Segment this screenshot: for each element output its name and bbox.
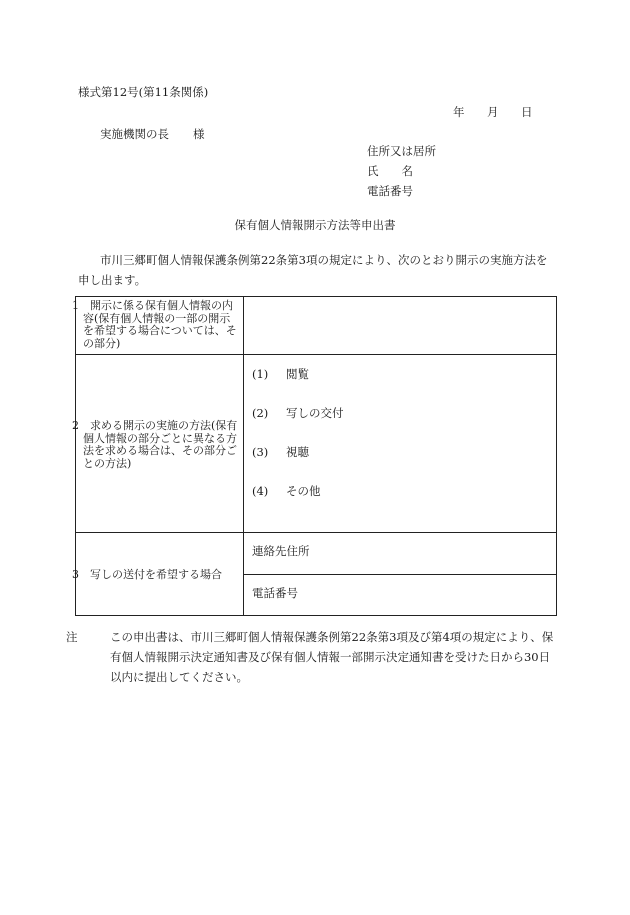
mailing-label-cell (72, 533, 244, 616)
method-options (244, 355, 556, 511)
method-option-copy[interactable] (252, 394, 556, 433)
method-option-label: 視聴 (286, 445, 309, 459)
form-number: 様式第12号(第11条関係) (78, 85, 209, 99)
method-option-number: (4) (252, 484, 269, 498)
method-option-other[interactable] (252, 472, 556, 511)
content-input-cell[interactable] (244, 297, 557, 355)
addressee-text: 実施機関の長 (100, 127, 169, 141)
method-option-number: (1) (252, 367, 269, 381)
intro-paragraph: 市川三郷町個人情報保護条例第22条第3項の規定により、次のとおり開示の実施方法を申し出ます。 (78, 253, 548, 287)
method-option-label: 閲覧 (286, 367, 309, 381)
method-options-cell (244, 355, 557, 533)
applicant-address-label: 住所又は居所 (367, 144, 436, 158)
content-label: 1 開示に係る保有個人情報の内容(保有個人情報の一部の開示を希望する場合については、その部分) (72, 299, 237, 350)
table-row-method (76, 355, 557, 533)
note (66, 627, 558, 687)
date-line (453, 104, 533, 120)
content-label-cell (72, 297, 244, 355)
addressee (100, 126, 205, 142)
note-head: 注 (66, 630, 78, 644)
method-option-label: その他 (286, 484, 321, 498)
table-row-content (76, 297, 557, 355)
document-title: 保有個人情報開示方法等申出書 (234, 218, 396, 232)
method-label: 2 求める開示の実施の方法(保有個人情報の部分ごとに異なる方法を求める場合は、その部分ごとの方法) (72, 419, 238, 470)
method-option-view[interactable] (252, 355, 556, 394)
note-text: この申出書は、市川三郷町個人情報保護条例第22条第3項及び第4項の規定により、保有個人情報開示決定通知書及び保有個人情報一部開示決定通知書を受けた日から30日以内に提出してください。 (110, 630, 554, 684)
method-option-label: 写しの交付 (286, 406, 344, 420)
applicant-name-label: 氏 名 (367, 164, 413, 178)
contact-phone-cell[interactable] (244, 575, 557, 616)
method-option-number: (2) (252, 406, 269, 420)
contact-address-label: 連絡先住所 (252, 544, 310, 558)
method-option-number: (3) (252, 445, 269, 459)
date-year-label: 年 (453, 105, 465, 119)
request-form-table (72, 296, 557, 616)
applicant-phone-label: 電話番号 (367, 184, 413, 198)
method-option-viewing[interactable] (252, 433, 556, 472)
mailing-label: 3 写しの送付を希望する場合 (72, 568, 222, 582)
contact-phone-label: 電話番号 (252, 586, 298, 600)
contact-address-cell[interactable] (244, 533, 557, 575)
table-row-mailing-address (76, 533, 557, 575)
note-paragraph (66, 627, 558, 687)
applicant-block (367, 141, 436, 201)
addressee-honorific: 様 (193, 127, 205, 141)
method-label-cell (72, 355, 244, 533)
date-month-label: 月 (487, 105, 499, 119)
date-day-label: 日 (521, 105, 533, 119)
